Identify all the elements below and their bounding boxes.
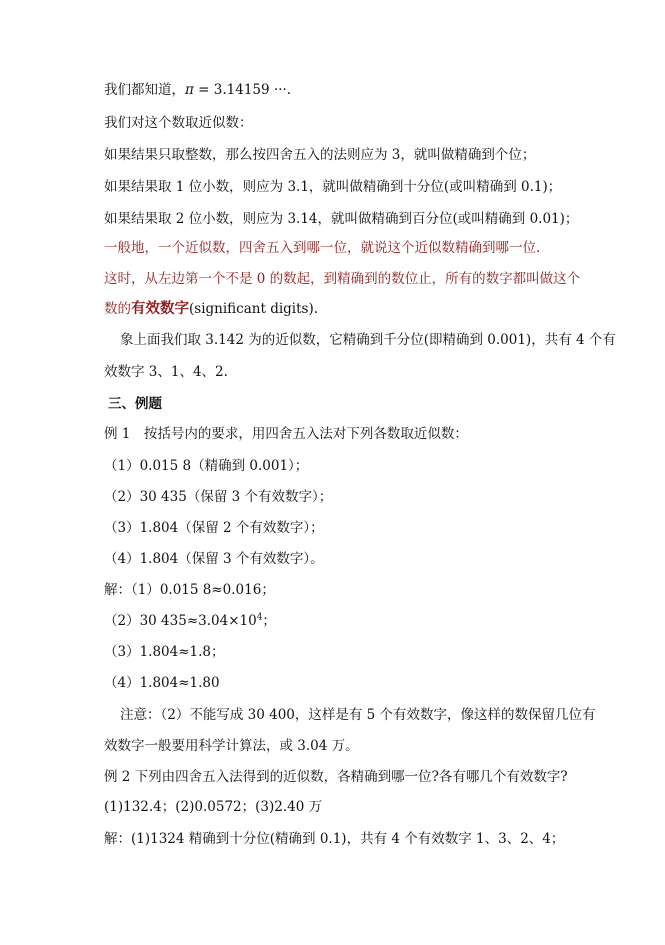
example2-solution: 解：(1)1324 精确到十分位(精确到 0.1)，共有 4 个有效数字 1、3、2、4； (104, 831, 565, 847)
solution-2-text: （2）30 435≈3.04×10 (104, 613, 257, 629)
case-one-decimal: 如果结果取 1 位小数，则应为 3.1，就叫做精确到十分位(或叫精确到 0.1)； (104, 179, 562, 195)
example1-solution-1: 解：（1）0.015 8≈0.016； (104, 582, 275, 598)
note-line-2: 效数字一般要用科学计算法，或 3.04 万。 (104, 738, 359, 754)
pi-symbol: π (185, 82, 194, 98)
example-note-line-2: 效数字 3、1、4、2. (104, 364, 228, 380)
example1-prompt: 例 1 按括号内的要求，用四舍五入法对下列各数取近似数： (104, 426, 468, 442)
sig-prefix: 数的 (104, 301, 131, 317)
example1-item-2: （2）30 435（保留 3 个有效数字）； (104, 489, 333, 505)
example1-solution-4: （4）1.804≈1.80 (104, 675, 220, 691)
solution-2-suffix: ； (262, 613, 276, 629)
note-line-1: 注意：（2）不能写成 30 400，这样是有 5 个有效数字，像这样的数保留几位有 (120, 707, 596, 723)
sig-digits-line-2 (104, 299, 318, 319)
sig-digits-line-1: 这时，从左边第一个不是 0 的数起，到精确到的数位止，所有的数字都叫做这个 (104, 271, 581, 287)
case-integer: 如果结果只取整数，那么按四舍五入的法则应为 3，就叫做精确到个位； (104, 147, 536, 163)
pi-value: = 3.14159 ···. (193, 82, 292, 98)
example2-prompt: 例 2 下列由四舍五入法得到的近似数，各精确到哪一位?各有哪几个有效数字? (104, 769, 568, 785)
example1-item-3: （3）1.804（保留 2 个有效数字）； (104, 520, 324, 536)
intro-line-2: 我们对这个数取近似数： (104, 115, 253, 131)
sig-term: 有效数字 (131, 300, 189, 317)
general-definition: 一般地，一个近似数，四舍五入到哪一位，就说这个近似数精确到哪一位. (104, 240, 541, 256)
pi-intro-line (104, 80, 291, 100)
example2-items: (1)132.4；(2)0.0572；(3)2.40 万 (104, 799, 323, 815)
example1-solution-2 (104, 611, 276, 631)
sig-english: (significant digits). (189, 301, 319, 317)
example-note-line-1: 象上面我们取 3.142 为的近似数，它精确到千分位(即精确到 0.001)，共有 4 个有 (120, 332, 616, 348)
example1-item-1: （1）0.015 8（精确到 0.001）； (104, 458, 309, 474)
section-title: 三、例题 (108, 396, 162, 412)
exponent: 4 (256, 612, 263, 623)
example1-item-4: （4）1.804（保留 3 个有效数字）。 (104, 551, 324, 567)
example1-solution-3: （3）1.804≈1.8； (104, 644, 225, 660)
pi-intro-text: 我们都知道， (104, 82, 185, 98)
case-two-decimal: 如果结果取 2 位小数，则应为 3.14，就叫做精确到百分位(或叫精确到 0.01)； (104, 211, 579, 227)
